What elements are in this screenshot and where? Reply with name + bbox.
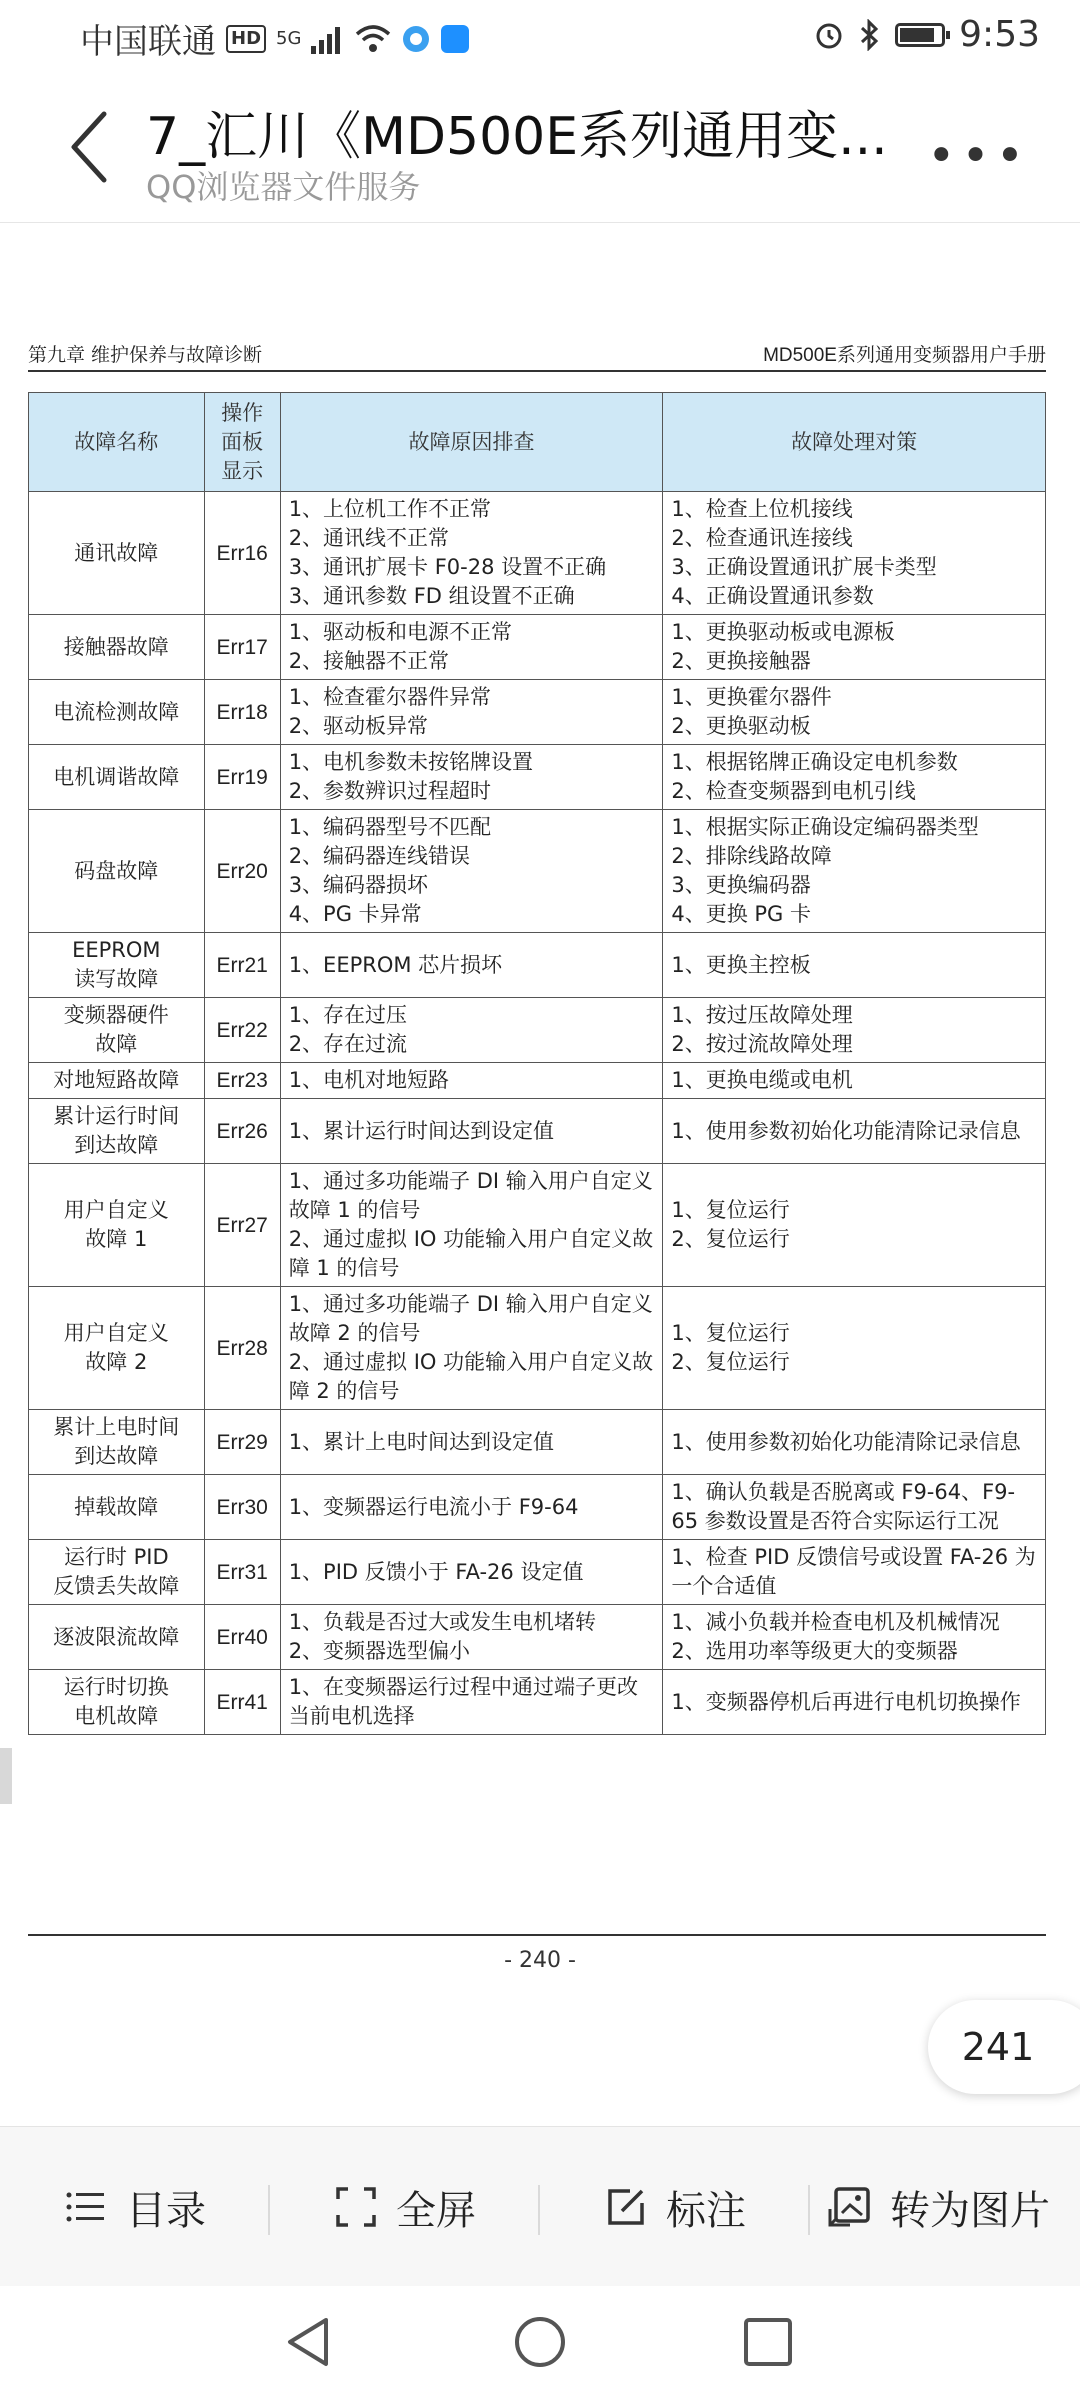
fault-name-line: 掉载故障 xyxy=(74,1494,159,1519)
action-line: 2、更换接触器 xyxy=(671,649,811,673)
fault-cause-cell xyxy=(280,1410,663,1475)
toc-button[interactable] xyxy=(64,2127,206,2287)
header-panel-display xyxy=(204,393,280,492)
fault-action-cell xyxy=(663,933,1046,998)
action-line: 1、更换电缆或电机 xyxy=(671,1068,853,1092)
fault-action-cell xyxy=(663,810,1046,933)
annotate-button[interactable] xyxy=(604,2127,746,2287)
status-left xyxy=(80,14,469,63)
toolbar-divider xyxy=(268,2185,270,2235)
toc-label: 目录 xyxy=(126,2187,206,2234)
fault-cause-cell xyxy=(280,1540,663,1605)
wifi-icon xyxy=(355,24,391,54)
fault-name-cell xyxy=(29,1475,205,1540)
action-line: 1、复位运行 xyxy=(671,1321,790,1345)
signal-icon xyxy=(311,24,345,54)
action-line: 1、检查 PID 反馈信号或设置 FA-26 为一个合适值 xyxy=(671,1545,1036,1598)
action-line: 1、检查上位机接线 xyxy=(671,497,853,521)
fault-name-cell xyxy=(29,615,205,680)
fault-cause-cell xyxy=(280,1475,663,1540)
fault-name-line: 通讯故障 xyxy=(74,540,159,565)
table-row xyxy=(29,1287,1046,1410)
cause-line: 2、接触器不正常 xyxy=(288,649,450,673)
fault-name-cell xyxy=(29,810,205,933)
cause-line: 1、编码器型号不匹配 xyxy=(288,815,492,839)
fault-action-cell xyxy=(663,1670,1046,1735)
app-header xyxy=(0,72,1080,222)
side-scroll-handle[interactable] xyxy=(0,1748,12,1804)
action-line: 2、按过流故障处理 xyxy=(671,1032,853,1056)
cause-line: 1、检查霍尔器件异常 xyxy=(288,685,492,709)
action-line: 1、更换主控板 xyxy=(671,952,811,977)
cause-line: 1、累计上电时间达到设定值 xyxy=(288,1429,555,1454)
fault-action-cell xyxy=(663,492,1046,615)
fault-code-cell: Err41 xyxy=(204,1670,280,1735)
fault-action-cell xyxy=(663,1164,1046,1287)
table-row xyxy=(29,1475,1046,1540)
chapter-title: 第九章 维护保养与故障诊断 xyxy=(28,344,263,366)
fault-name-line: 运行时 PID xyxy=(63,1545,169,1569)
alarm-icon xyxy=(813,19,845,51)
header-fault-name: 故障名称 xyxy=(29,393,205,492)
action-line: 2、复位运行 xyxy=(671,1350,790,1374)
page-number: - 240 - xyxy=(504,1948,576,1973)
action-line: 4、正确设置通讯参数 xyxy=(671,584,874,608)
fault-name-cell xyxy=(29,1670,205,1735)
fault-action-cell xyxy=(663,998,1046,1063)
cause-line: 2、变频器选型偏小 xyxy=(288,1639,471,1663)
action-line: 1、更换驱动板或电源板 xyxy=(671,620,895,644)
fault-cause-cell xyxy=(280,933,663,998)
cause-line: 1、驱动板和电源不正常 xyxy=(288,620,513,644)
fault-name-line: 运行时切换 xyxy=(63,1675,169,1699)
fault-code-cell: Err19 xyxy=(204,745,280,810)
fault-code-cell: Err40 xyxy=(204,1605,280,1670)
page-footer-rule xyxy=(28,1934,1046,1936)
fault-name-line: 故障 1 xyxy=(85,1227,148,1251)
action-line: 2、复位运行 xyxy=(671,1227,790,1251)
fault-code-cell: Err27 xyxy=(204,1164,280,1287)
fault-name-line: 对地短路故障 xyxy=(53,1068,180,1092)
fault-cause-cell xyxy=(280,1670,663,1735)
fault-code-cell: Err22 xyxy=(204,998,280,1063)
annotate-label: 标注 xyxy=(666,2187,746,2234)
cause-line: 1、通过多功能端子 DI 输入用户自定义故障 1 的信号 xyxy=(288,1169,653,1222)
cause-line: 1、上位机工作不正常 xyxy=(288,497,492,521)
fault-name-cell xyxy=(29,1287,205,1410)
fault-action-cell xyxy=(663,1410,1046,1475)
status-bar xyxy=(0,0,1080,72)
fault-name-line: 到达故障 xyxy=(74,1133,159,1157)
back-arrow-icon[interactable] xyxy=(60,102,120,192)
hd-icon: HD xyxy=(226,25,266,53)
cause-line: 1、累计运行时间达到设定值 xyxy=(288,1118,555,1143)
fullscreen-button[interactable] xyxy=(334,2127,476,2287)
bottom-toolbar xyxy=(0,2126,1080,2287)
fault-cause-cell xyxy=(280,1164,663,1287)
fault-name-line: 电机故障 xyxy=(74,1704,159,1728)
edit-note-icon xyxy=(604,2185,648,2229)
fault-cause-cell xyxy=(280,680,663,745)
table-row xyxy=(29,1063,1046,1099)
fault-name-line: 故障 xyxy=(95,1032,138,1056)
action-line: 1、根据实际正确设定编码器类型 xyxy=(671,815,979,839)
fault-name-line: 逐波限流故障 xyxy=(53,1624,180,1649)
fault-action-cell xyxy=(663,1099,1046,1164)
fault-action-cell xyxy=(663,1475,1046,1540)
table-row xyxy=(29,1605,1046,1670)
action-line: 2、排除线路故障 xyxy=(671,844,832,868)
header-action: 故障处理对策 xyxy=(663,393,1046,492)
fault-cause-cell xyxy=(280,1287,663,1410)
action-line: 1、使用参数初始化功能清除记录信息 xyxy=(671,1118,1021,1143)
home-nav-icon[interactable] xyxy=(512,2314,568,2370)
fault-cause-cell xyxy=(280,810,663,933)
fault-name-cell xyxy=(29,1540,205,1605)
document-title: 7_汇川《MD500E系列通用变... xyxy=(146,107,888,167)
network-type-label: 5G xyxy=(276,28,302,49)
table-row xyxy=(29,745,1046,810)
fault-name-line: EEPROM xyxy=(72,938,161,962)
fault-action-cell xyxy=(663,615,1046,680)
fault-code-cell: Err17 xyxy=(204,615,280,680)
fault-code-cell: Err21 xyxy=(204,933,280,998)
bluetooth-icon xyxy=(859,19,881,51)
cause-line: 3、通讯参数 FD 组设置不正确 xyxy=(288,584,575,608)
page-indicator-badge[interactable]: 241 xyxy=(928,2000,1080,2094)
fault-name-line: 用户自定义 xyxy=(63,1321,169,1345)
recents-nav-icon[interactable] xyxy=(742,2316,794,2368)
table-row xyxy=(29,1099,1046,1164)
fault-action-cell xyxy=(663,680,1046,745)
fault-name-line: 电流检测故障 xyxy=(53,699,180,724)
battery-icon xyxy=(895,23,945,47)
fault-cause-cell xyxy=(280,492,663,615)
table-row xyxy=(29,1164,1046,1287)
notification-app-icon xyxy=(441,25,469,53)
cause-line: 1、电机对地短路 xyxy=(288,1068,450,1092)
fault-code-cell: Err20 xyxy=(204,810,280,933)
fault-name-line: 变频器硬件 xyxy=(63,1003,169,1027)
cause-line: 1、电机参数未按铭牌设置 xyxy=(288,750,534,774)
fault-action-cell xyxy=(663,1605,1046,1670)
fault-name-line: 累计上电时间 xyxy=(53,1415,180,1439)
action-line: 1、确认负载是否脱离或 F9-64、F9-65 参数设置是否符合实际运行工况 xyxy=(671,1480,1016,1533)
status-right xyxy=(813,14,1040,55)
fault-code-cell: Err30 xyxy=(204,1475,280,1540)
qq-browser-icon xyxy=(401,24,431,54)
fault-cause-cell xyxy=(280,1099,663,1164)
action-line: 2、选用功率等级更大的变频器 xyxy=(671,1639,958,1663)
fault-name-line: 故障 2 xyxy=(85,1350,148,1374)
cause-line: 2、通过虚拟 IO 功能输入用户自定义故障 2 的信号 xyxy=(288,1350,654,1403)
header-panel-line: 显示 xyxy=(221,458,264,483)
fault-action-cell xyxy=(663,1063,1046,1099)
cause-line: 4、PG 卡异常 xyxy=(288,902,422,926)
fault-name-line: 反馈丢失故障 xyxy=(53,1574,180,1598)
clock-label: 9:53 xyxy=(959,14,1040,55)
fault-name-cell xyxy=(29,680,205,745)
toolbar-divider xyxy=(808,2185,810,2235)
table-row xyxy=(29,680,1046,745)
document-page[interactable] xyxy=(0,224,1080,2126)
convert-to-image-label: 转为图片 xyxy=(890,2187,1050,2234)
fault-cause-cell xyxy=(280,1605,663,1670)
cause-line: 1、通过多功能端子 DI 输入用户自定义故障 2 的信号 xyxy=(288,1292,653,1345)
cause-line: 2、通讯线不正常 xyxy=(288,526,450,550)
header-panel-line: 面板 xyxy=(221,429,264,454)
document-subtitle: QQ浏览器文件服务 xyxy=(146,168,421,206)
action-line: 1、更换霍尔器件 xyxy=(671,685,832,709)
cause-line: 2、编码器连线错误 xyxy=(288,844,471,868)
table-row xyxy=(29,492,1046,615)
fault-cause-cell xyxy=(280,745,663,810)
fault-code-cell: Err18 xyxy=(204,680,280,745)
list-icon xyxy=(64,2185,108,2229)
action-line: 3、正确设置通讯扩展卡类型 xyxy=(671,555,937,579)
fault-code-cell: Err16 xyxy=(204,492,280,615)
table-row xyxy=(29,998,1046,1063)
more-menu-icon[interactable]: ••• xyxy=(927,128,1030,184)
cause-line: 3、通讯扩展卡 F0-28 设置不正确 xyxy=(288,555,607,579)
action-line: 1、使用参数初始化功能清除记录信息 xyxy=(671,1429,1021,1454)
fault-name-line: 到达故障 xyxy=(74,1444,159,1468)
cause-line: 2、驱动板异常 xyxy=(288,714,429,738)
fault-name-cell xyxy=(29,1063,205,1099)
fault-name-cell xyxy=(29,1164,205,1287)
fault-action-cell xyxy=(663,745,1046,810)
fault-name-line: 读写故障 xyxy=(74,967,159,991)
fault-name-cell xyxy=(29,745,205,810)
table-row xyxy=(29,615,1046,680)
action-line: 4、更换 PG 卡 xyxy=(671,902,811,926)
fault-name-line: 接触器故障 xyxy=(63,634,169,659)
fault-name-cell xyxy=(29,1605,205,1670)
page-running-header xyxy=(28,334,1046,372)
fault-name-line: 用户自定义 xyxy=(63,1198,169,1222)
fault-name-cell xyxy=(29,492,205,615)
fault-name-cell xyxy=(29,998,205,1063)
back-nav-icon[interactable] xyxy=(282,2314,338,2370)
fault-code-cell: Err29 xyxy=(204,1410,280,1475)
manual-title: MD500E系列通用变频器用户手册 xyxy=(763,345,1046,366)
table-row xyxy=(29,810,1046,933)
action-line: 1、变频器停机后再进行电机切换操作 xyxy=(671,1689,1021,1714)
cause-line: 2、通过虚拟 IO 功能输入用户自定义故障 1 的信号 xyxy=(288,1227,654,1280)
fault-name-cell xyxy=(29,1099,205,1164)
action-line: 2、检查变频器到电机引线 xyxy=(671,779,916,803)
table-row xyxy=(29,1540,1046,1605)
fullscreen-icon xyxy=(334,2185,378,2229)
fault-name-cell xyxy=(29,933,205,998)
cause-line: 1、变频器运行电流小于 F9-64 xyxy=(288,1494,579,1519)
action-line: 1、根据铭牌正确设定电机参数 xyxy=(671,750,958,774)
fault-name-cell xyxy=(29,1410,205,1475)
fault-cause-cell xyxy=(280,615,663,680)
cause-line: 2、参数辨识过程超时 xyxy=(288,779,492,803)
action-line: 2、检查通讯连接线 xyxy=(671,526,853,550)
fault-code-cell: Err23 xyxy=(204,1063,280,1099)
action-line: 1、复位运行 xyxy=(671,1198,790,1222)
fault-name-line: 电机调谐故障 xyxy=(53,764,180,789)
table-row xyxy=(29,1670,1046,1735)
action-line: 1、减小负载并检查电机及机械情况 xyxy=(671,1610,1000,1634)
fault-name-line: 累计运行时间 xyxy=(53,1104,180,1128)
fault-name-line: 码盘故障 xyxy=(74,858,159,883)
cause-line: 1、负载是否过大或发生电机堵转 xyxy=(288,1610,597,1634)
header-cause: 故障原因排查 xyxy=(280,393,663,492)
fault-code-cell: Err31 xyxy=(204,1540,280,1605)
action-line: 2、更换驱动板 xyxy=(671,714,811,738)
image-convert-icon xyxy=(828,2185,872,2229)
cause-line: 1、在变频器运行过程中通过端子更改当前电机选择 xyxy=(288,1675,639,1728)
fault-action-cell xyxy=(663,1540,1046,1605)
cause-line: 1、EEPROM 芯片损坏 xyxy=(288,952,503,977)
cause-line: 2、存在过流 xyxy=(288,1032,408,1056)
system-nav-bar xyxy=(0,2286,1080,2400)
header-divider xyxy=(0,222,1080,223)
fault-code-cell: Err26 xyxy=(204,1099,280,1164)
action-line: 1、按过压故障处理 xyxy=(671,1003,853,1027)
cause-line: 1、存在过压 xyxy=(288,1003,408,1027)
battery-fill xyxy=(900,28,934,42)
cause-line: 1、PID 反馈小于 FA-26 设定值 xyxy=(288,1559,584,1584)
action-line: 3、更换编码器 xyxy=(671,873,811,897)
header-panel-line: 操作 xyxy=(221,400,264,425)
toolbar-divider xyxy=(538,2185,540,2235)
fullscreen-label: 全屏 xyxy=(396,2187,476,2234)
fault-cause-cell xyxy=(280,1063,663,1099)
table-row xyxy=(29,933,1046,998)
convert-to-image-button[interactable] xyxy=(828,2127,1050,2287)
carrier-label: 中国联通 xyxy=(80,22,216,62)
fault-cause-cell xyxy=(280,998,663,1063)
table-row xyxy=(29,1410,1046,1475)
fault-action-cell xyxy=(663,1287,1046,1410)
table-header-row xyxy=(29,393,1046,492)
cause-line: 3、编码器损坏 xyxy=(288,873,429,897)
fault-table xyxy=(28,392,1046,1735)
fault-code-cell: Err28 xyxy=(204,1287,280,1410)
